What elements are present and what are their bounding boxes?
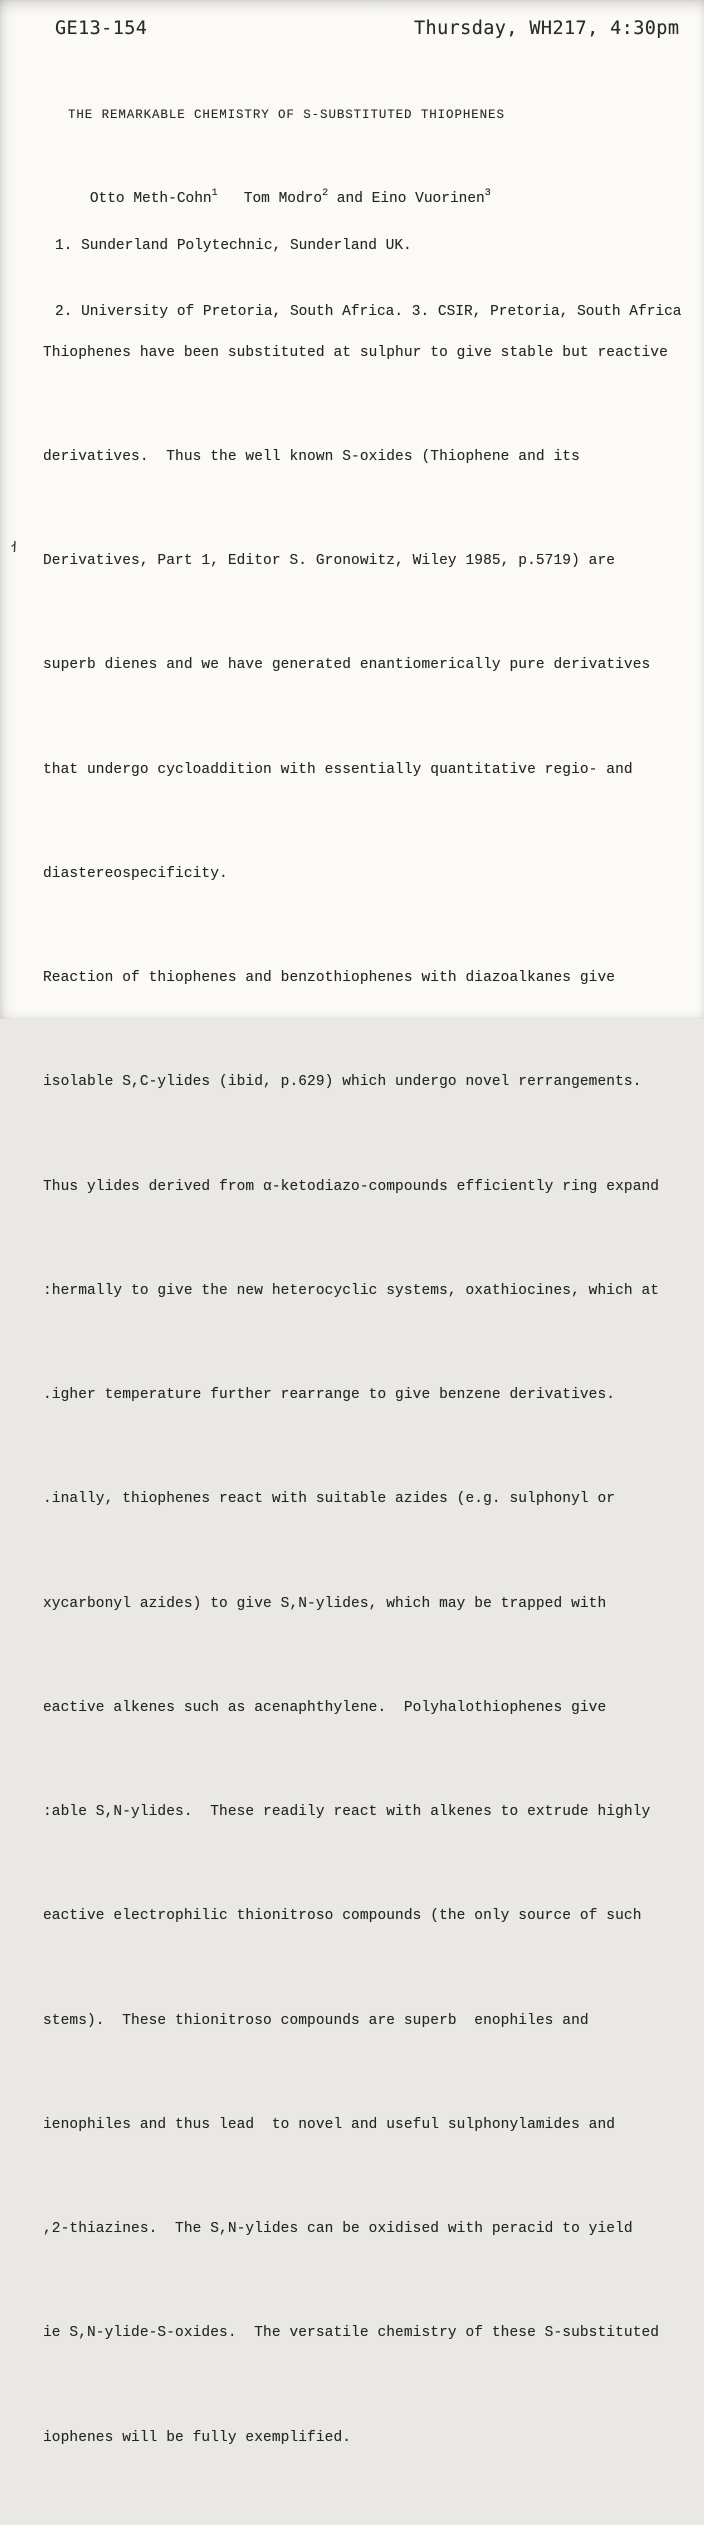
abstract-line: :hermally to give the new heterocyclic systems, oxathiocines, which at: [43, 1282, 660, 1299]
abstract-line: that undergo cycloaddition with essentially quantitative regio- and: [43, 761, 633, 778]
affiliation-line-1: 1. Sunderland Polytechnic, Sunderland UK.: [55, 237, 412, 254]
session-schedule: Thursday, WH217, 4:30pm: [414, 18, 680, 39]
abstract-line: Derivatives, Part 1, Editor S. Gronowitz, Wiley 1985, p.5719) are: [43, 553, 616, 569]
paper-title: THE REMARKABLE CHEMISTRY OF S-SUBSTITUTED THIOPHENES: [68, 108, 505, 122]
authors-conjunction: and: [328, 191, 372, 207]
abstract-line: stems). These thionitroso compounds are superb enophiles and: [43, 2012, 589, 2029]
abstract-line: eactive electrophilic thionitroso compounds (the only source of such: [43, 1908, 642, 1925]
abstract-line: Thus ylides derived from α-ketodiazo-compounds efficiently ring expand: [43, 1178, 660, 1195]
abstract-line: Reaction of thiophenes and benzothiophenes with diazoalkanes give: [43, 970, 616, 986]
abstract-line: Thiophenes have been substituted at sulphur to give stable but reactive: [43, 344, 668, 361]
abstract-line: isolable S,C-ylides (ibid, p.629) which undergo novel rerrangements.: [43, 1074, 642, 1091]
abstract-body: [43, 266, 668, 2525]
abstract-line: xycarbonyl azides) to give S,N-ylides, which may be trapped with: [43, 1595, 607, 1612]
author-affiliation-mark-2: 2: [322, 188, 329, 200]
abstract-line: .inally, thiophenes react with suitable azides (e.g. sulphonyl or: [43, 1491, 616, 1508]
author-name-1: Otto Meth-Cohn: [89, 191, 212, 207]
abstract-line: eactive alkenes such as acenaphthylene. Polyhalothiophenes give: [43, 1699, 607, 1716]
abstract-line: superb dienes and we have generated enantiomerically pure derivatives: [43, 657, 651, 674]
author-name-2: Tom Modro: [243, 191, 323, 207]
abstract-line: diastereospecificity.: [43, 865, 228, 882]
abstract-line: :able S,N-ylides. These readily react with alkenes to extrude highly: [43, 1804, 651, 1820]
ink-tick-icon: [10, 540, 20, 554]
abstract-line: ,2-thiazines. The S,N-ylides can be oxidised with peracid to yield: [43, 2221, 633, 2237]
author-name-3: Eino Vuorinen: [371, 191, 485, 207]
session-code: GE13-154: [55, 18, 148, 39]
abstract-line: ie S,N-ylide-S-oxides. The versatile chemistry of these S-substituted: [43, 2325, 660, 2342]
abstract-line: iophenes will be fully exemplified.: [43, 2429, 352, 2446]
author-affiliation-mark-1: 1: [211, 188, 218, 200]
abstract-line: derivatives. Thus the well known S-oxides (Thiophene and its: [43, 448, 580, 465]
abstract-line: ienophiles and thus lead to novel and useful sulphonylamides and: [43, 2116, 616, 2133]
abstract-line: .igher temperature further rearrange to give benzene derivatives.: [43, 1387, 616, 1403]
author-affiliation-mark-3: 3: [484, 188, 491, 200]
affiliation-line-2: 2. University of Pretoria, South Africa. 3. CSIR, Pretoria, South Africa: [55, 304, 682, 321]
